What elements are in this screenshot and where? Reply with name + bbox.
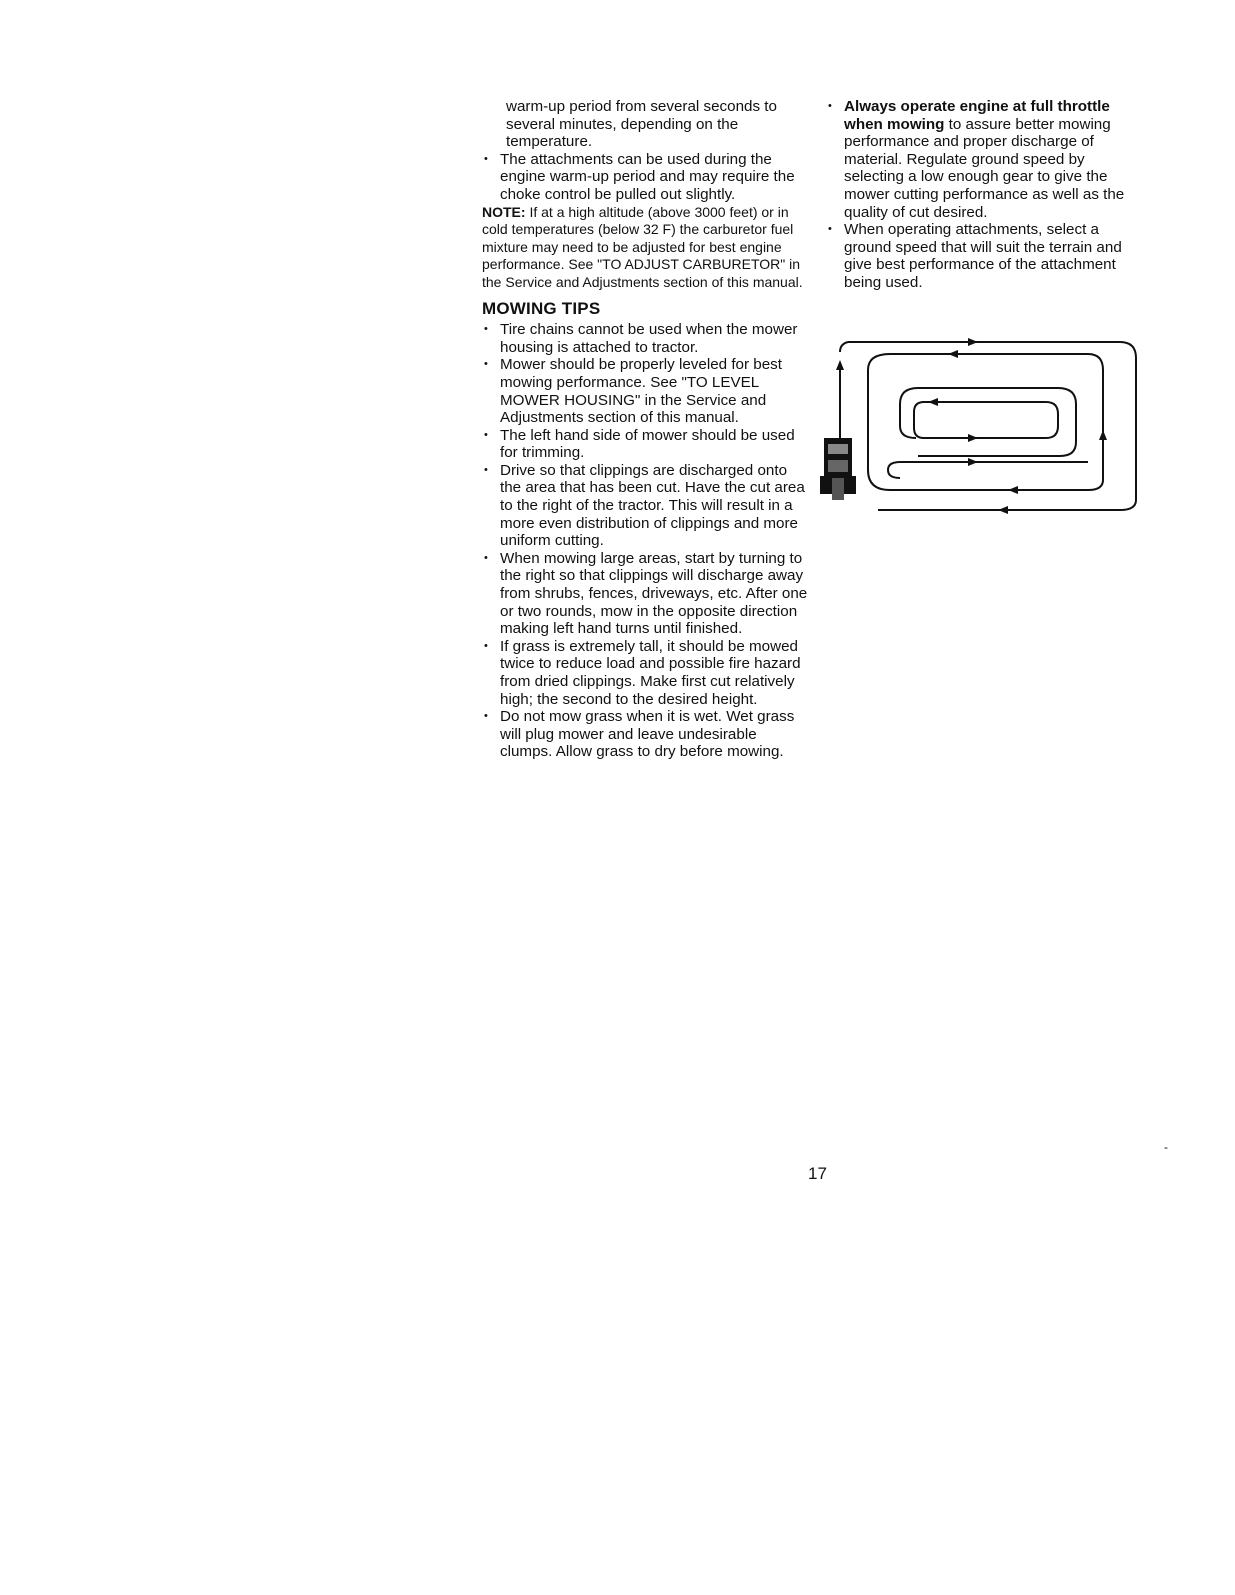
mowing-tips-list <box>482 321 812 761</box>
operating-tips-list <box>826 98 1148 292</box>
warmup-list <box>482 151 812 204</box>
right-column <box>826 98 1148 292</box>
outer-mowing-path <box>848 342 1136 510</box>
corner-mark: - <box>1164 1140 1168 1154</box>
throttle-emphasis: Always operate engine at full throttle when mowing <box>844 98 1110 133</box>
inner-mowing-path <box>914 402 1058 438</box>
arrow-icon <box>836 360 844 370</box>
altitude-note <box>482 204 812 292</box>
arrow-icon <box>968 458 978 466</box>
tractor-icon <box>820 438 856 500</box>
warmup-continuation: warm-up period from several seconds to several minutes, depending on the temperature. <box>506 98 777 151</box>
throttle-text: to assure better mowing performance and proper discharge of material. Regulate ground speed by selecting a low enough gear to give the mower cutting performance as well as the quality of cut desired. <box>844 115 1125 221</box>
arrow-icon <box>1099 430 1107 440</box>
list-item: • When mowing large areas, start by turning to the right so that clippings will discharge away from shrubs, fences, driveways, etc. After one or two rounds, mow in the opposite direction making left hand turns until finished. <box>482 550 812 638</box>
list-item <box>826 98 1148 221</box>
list-item: • Drive so that clippings are discharged onto the area that has been cut. Have the cut area to the right of the tractor. This will result in a more even distribution of clippings and more uniform cutting. <box>482 462 812 550</box>
arrow-icon <box>998 506 1008 514</box>
second-mowing-path <box>868 354 1103 490</box>
list-item: • When operating attachments, select a ground speed that will suit the terrain and give best performance of the attachment being used. <box>826 221 1148 291</box>
list-item: • Do not mow grass when it is wet. Wet grass will plug mower and leave undesirable clumps. Allow grass to dry before mowing. <box>482 708 812 761</box>
arrow-icon <box>968 338 978 346</box>
list-item: • The left hand side of mower should be used for trimming. <box>482 427 812 462</box>
arrow-icon <box>968 434 978 442</box>
list-item: • Mower should be properly leveled for best mowing performance. See "TO LEVEL MOWER HOUSING" in the Service and Adjustments section of this manual. <box>482 356 812 426</box>
outer-corner <box>840 342 848 352</box>
third-corner <box>900 388 918 438</box>
note-text: If at a high altitude (above 3000 feet) or in cold temperatures (below 32 F) the carburetor fuel mixture may need to be adjusted for best engine performance. See "TO ADJUST CARBURETOR" in the Service and Adjustments section of this manual. <box>482 203 803 290</box>
left-column <box>482 98 812 761</box>
bottom-track <box>888 462 1088 478</box>
note-label: NOTE: <box>482 203 526 220</box>
page-number: 17 <box>808 1164 827 1183</box>
list-item: • Tire chains cannot be used when the mower housing is attached to tractor. <box>482 321 812 356</box>
list-item: • If grass is extremely tall, it should be mowed twice to reduce load and possible fire hazard from dried clippings. Make first cut relatively high; the second to the desired height. <box>482 638 812 708</box>
arrow-icon <box>928 398 938 406</box>
list-item: • The attachments can be used during the engine warm-up period and may require the choke control be pulled out slightly. <box>482 151 812 204</box>
mowing-tips-heading: MOWING TIPS <box>482 298 601 318</box>
third-mowing-path <box>918 388 1076 456</box>
mowing-pattern-diagram <box>818 330 1148 520</box>
arrow-icon <box>1008 486 1018 494</box>
arrow-icon <box>948 350 958 358</box>
